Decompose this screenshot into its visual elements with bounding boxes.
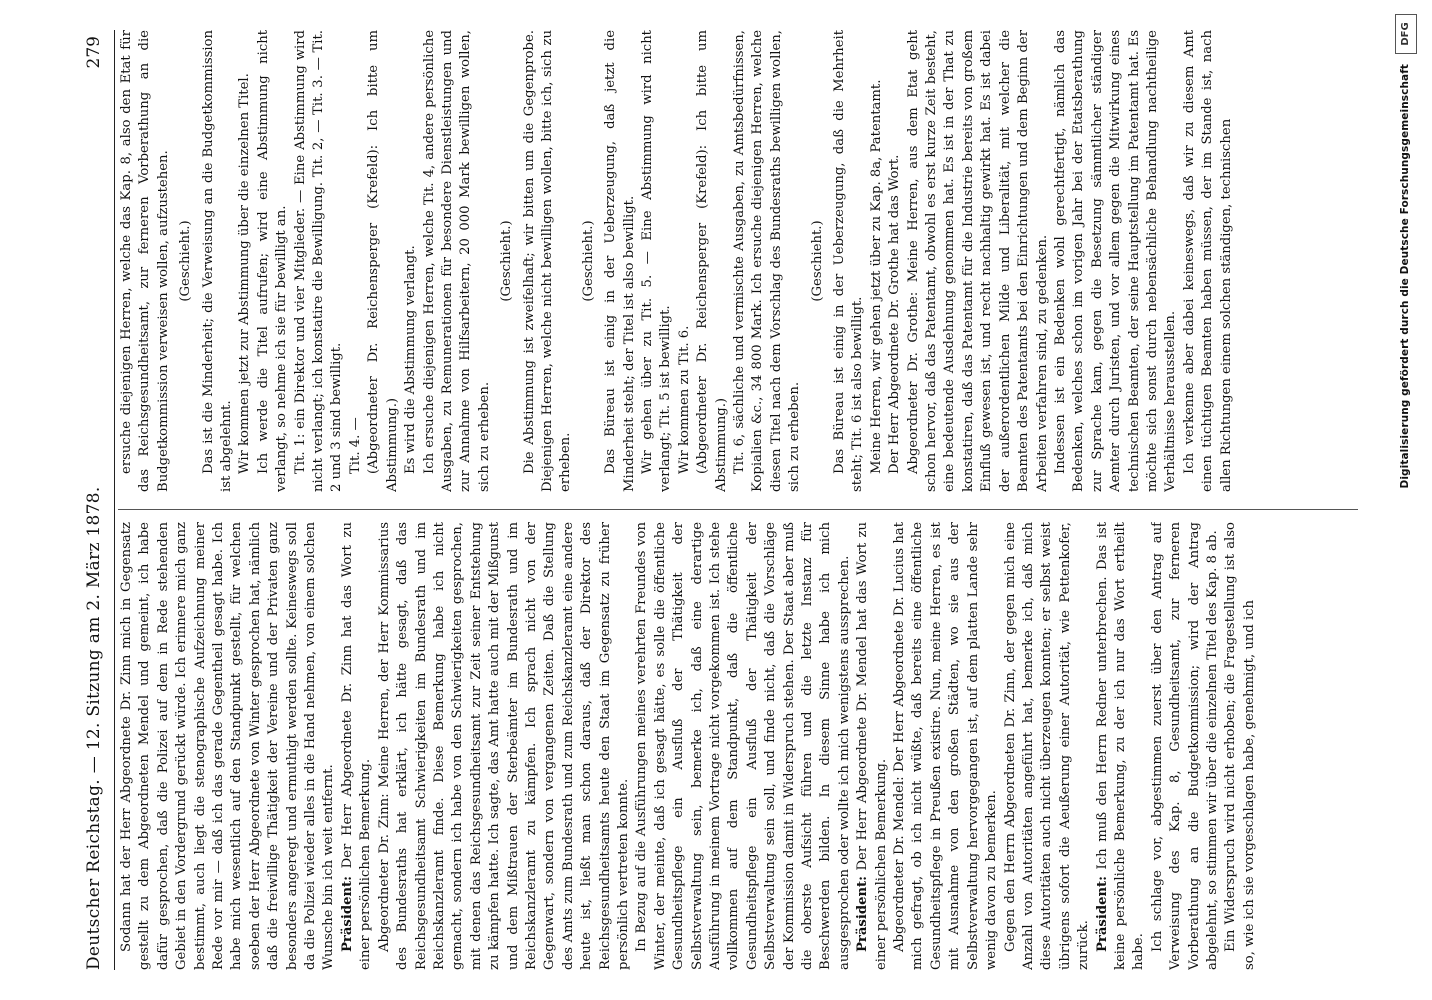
right-column: [118, 30, 1368, 492]
paragraph: Tit. 1: ein Direktor und vier Mitglieder. — Eine Abstimmung wird nicht verlangt; ich konstatire die Bewilligung. Tit. 2, — Tit. 3. — Tit. 2 und 3 sind bewilligt.: [292, 30, 345, 492]
paragraph: Sodann hat der Herr Abgeordnete Dr. Zinn mich in Gegensatz gestellt zu dem Abgeordneten Mendel und gemeint, ich habe dafür gesprochen, daß die Polizei auf dem in Rede stehenden Gebiet in den Vordergrund gerückt würde. Ich erinnere mich ganz bestimmt, auch liegt die stenographische Aufzeichnung meiner Rede vor mir — daß ich das gerade Gegentheil gesagt habe. Ich habe mich wesentlich auf den Standpunkt gestellt, für welchen soeben der Herr Abgeordnete von Winter gesprochen hat, nämlich daß die freiwillige Thätigkeit der Vereine und der Privaten ganz besonders angeregt und ermuthigt werden sollte. Keineswegs soll da die Polizei wieder alles in die Hand nehmen, von einem solchen Wunsche bin ich weit entfernt.: [119, 522, 337, 970]
page-footer: [1395, 0, 1421, 1000]
column-divider: [118, 509, 1358, 510]
running-head: Deutscher Reichstag. — 12. Sitzung am 2. März 1878.: [84, 486, 104, 970]
paragraph: Ich werde die Titel aufrufen; wird eine Abstimmung nicht verlangt, so nehme ich sie für bewilligt an.: [255, 30, 290, 492]
header-rule: [114, 30, 115, 970]
page-number: 279: [84, 36, 104, 69]
digitization-note: Digitalisierung gefördert durch die Deutsche Forschungsgemeinschaft: [1399, 64, 1411, 489]
paragraph: Abgeordneter Dr. Mendel: Der Herr Abgeordnete Dr. Lucius hat mich gefragt, ob ich nicht wüßte, daß bereits eine öffentliche Gesundheitspflege in Preußen existire. Nun, meine Herren, es ist mit Ausnahme von den großen Städten, wo sie aus der Selbstverwaltung hervorgegangen ist, auf dem platten Lande sehr wenig davon zu bemerken.: [892, 522, 1000, 970]
paragraph: Abgeordneter Dr. Zinn: Meine Herren, der Herr Kommissarius des Bundesraths hat erklärt, ich hätte gesagt, daß das Reichsgesundheitsamt Schwierigkeiten im Bundesrath und im Reichskanzleramt finde. Diese Bemerkung habe ich nicht gemacht, sondern ich habe von den Schwierigkeiten gesprochen, mit denen das Reichsgesundheitsamt zur Zeit seiner Entstehung zu kämpfen hatte. Ich sagte, das Amt hatte auch mit der Mißgunst und dem Mißtrauen der Sterbeämter im Bundesrath und im Reichskanzleramt zu kämpfen. Ich sprach nicht von der Gegenwart, sondern von vergangenen Zeiten. Daß die Stellung des Amts zum Bundesrath und zum Reichskanzleramt eine andere heute ist, ließt man schon daraus, daß der Direktor des Reichsgesundheitsamts heute den Staat im Gegensatz zu früher persönlich vertreten konnte.: [376, 522, 631, 970]
paragraph-text: Ich muß den Herrn Redner unterbrechen. Das ist keine persönliche Bemerkung, zu der ich nur das Wort ertheilt habe.: [1094, 522, 1147, 970]
paragraph: Wir kommen zu Tit. 6.: [676, 325, 692, 474]
paragraph: Tit. 4. —: [347, 417, 363, 474]
paragraph: [1094, 522, 1149, 970]
paragraph: Indessen ist ein Bedenken wohl gerechtfertigt, nämlich das Bedenken, welches schon im vorigen Jahr bei der Etatsberathung zur Sprache kam, gegen die Besetzung sämmtlicher ständiger Aemter durch Juristen, und vor allem gegen die Mitwirkung eines technischen Beamten, der seine Hauptstellung im Patentamt hat. Es möchte sich sonst durch nebensächliche Behandlung nachtheilige Verhältnisse herausstellen.: [1052, 30, 1179, 492]
stage-direction: (Geschieht.): [178, 220, 194, 302]
paragraph: Wir gehen über zu Tit. 5. — Eine Abstimmung wird nicht verlangt; Tit. 5 ist bewilligt.: [639, 30, 674, 492]
paragraph: Der Herr Abgeordnete Dr. Grothe hat das Wort.: [887, 154, 903, 474]
paragraph-text: Der Herr Abgeordnete Dr. Mendel hat das Wort zu einer persönlichen Bemerkung.: [855, 522, 889, 970]
left-column: [118, 522, 1368, 970]
paragraph: Tit. 6, sächliche und vermischte Ausgaben, zu Amtsbedürfnissen, Kopialien &c., 34 800 Mark. Ich ersuche diejenigen Herren, welche diesen Titel nach dem Vorschlag des Bundesraths bewilligen wollen, sich zu erheben.: [732, 30, 803, 492]
paragraph: Die Abstimmung ist zweifelhaft; wir bitten um die Gegenprobe. Diejenigen Herren, welche nicht bewilligen wollen, bitte ich, sich zu erheben.: [521, 30, 574, 492]
paragraph: (Abgeordneter Dr. Reichensperger (Krefeld): Ich bitte um Abstimmung.): [695, 30, 729, 492]
paragraph: Abgeordneter Dr. Grothe: Meine Herren, aus dem Etat geht schon hervor, daß das Patentamt, obwohl es erst kurze Zeit besteht, eine bedeutende Ausdehnung genommen hat. Es ist in der That zu konstatiren, daß das Patentamt für die Industrie bereits von großem Einfluß gewesen ist, und recht nachhaltig gewirkt hat. Es ist dabei der außerordentlichen Milde und Liberalität, mit welcher die Beamten des Patentamts bei den Einrichtungen und dem Beginn der Arbeiten verfahren sind, zu gedenken.: [905, 30, 1050, 492]
paragraph: Meine Herren, wir gehen jetzt über zu Kap. 8a, Patentamt.: [868, 79, 884, 474]
paragraph: (Abgeordneter Dr. Reichensperger (Krefeld): Ich bitte um Abstimmung.): [366, 30, 400, 492]
paragraph: Das Büreau ist einig in der Ueberzeugung, daß die Mehrheit steht; Tit. 6 ist also bewilligt.: [832, 30, 866, 492]
stage-direction: (Geschieht.): [499, 220, 515, 302]
page-header: [84, 20, 114, 980]
paragraph: ersuche diejenigen Herren, welche das Kap. 8, also den Etat für das Reichsgesundheitsamt, zur ferneren Vorberathung an die Budgetkommission verweisen wollen, aufzustehen.: [119, 30, 171, 492]
paragraph: In Bezug auf die Ausführungen meines verehrten Freundes von Winter, der meinte, daß ich gesagt hätte, es solle die öffentliche Gesundheitspflege ein Ausfluß der Thätigkeit der Selbstverwaltung sein, bemerke ich, daß eine derartige Ausführung in meinem Vortrage nicht vorgekommen ist. Ich stehe vollkommen auf dem Standpunkt, daß die öffentliche Gesundheitspflege ein Ausfluß der Thätigkeit der Selbstverwaltung sein soll, und finde nicht, daß die Vorschläge der Kommission damit in Widerspruch stehen. Der Staat aber muß die oberste Aufsicht führen und die letzte Instanz für Beschwerden bilden. In diesem Sinne habe ich mich ausgesprochen oder wollte ich mich wenigstens aussprechen.: [634, 522, 852, 970]
speaker-label: Präsident:: [855, 875, 871, 952]
paragraph: Es wird die Abstimmung verlangt.: [403, 245, 419, 474]
dfg-logo: DFG: [1395, 14, 1417, 54]
speaker-label: Präsident:: [1094, 875, 1110, 952]
paragraph: Ich schlage vor, abgestimmen zuerst über den Antrag auf Verweisung des Kap. 8, Gesundheitsamt, zur ferneren Vorberathung an die Budgetkommission; wird der Antrag abgelehnt, so stimmen wir über die einzelnen Titel des Kap. 8 ab.: [1149, 522, 1220, 970]
paragraph: Ich ersuche diejenigen Herren, welche Tit. 4, andere persönliche Ausgaben, zu Remunerationen für besondere Dienstleistungen und zur Annahme von Hilfsarbeitern, 20 000 Mark bewilligen wollen, sich zu erheben.: [421, 30, 492, 492]
paragraph: Wir kommen jetzt zur Abstimmung über die einzelnen Titel.: [237, 73, 253, 474]
paragraph: [339, 522, 376, 970]
paragraph: Ein Widerspruch wird nicht erhoben; die Fragestellung ist also so, wie ich sie vorgeschlagen habe, genehmigt, und ich: [1223, 522, 1257, 970]
stage-direction: (Geschieht.): [809, 220, 825, 302]
paragraph: [854, 522, 891, 970]
stage-direction: (Geschieht.): [580, 220, 596, 302]
speaker-label: Präsident:: [339, 875, 355, 952]
paragraph: Das Büreau ist einig in der Ueberzeugung, daß jetzt die Minderheit steht; der Titel ist also bewilligt.: [603, 30, 637, 492]
paragraph: Das ist die Minderheit; die Verweisung an die Budgetkommission ist abgelehnt.: [200, 30, 235, 492]
paragraph: Ich verkenne aber dabei keineswegs, daß wir zu diesem Amt einen tüchtigen Beamten haben müssen, der im Stande ist, nach allen Richtungen einem solchen ständigen, technischen: [1181, 30, 1234, 492]
paragraph-text: Der Herr Abgeordnete Dr. Zinn hat das Wort zu einer persönlichen Bemerkung.: [339, 522, 374, 970]
paragraph: Gegen den Herrn Abgeordneten Dr. Zinn, der gegen mich eine Anzahl von Autoritäten angeführt hat, bemerke ich, daß mich diese Autoritäten auch nicht überzeugen konnten; er selbst weist übrigens sofort die Aeußerung einer Autorität, wie Pettenkofer, zurück.: [1002, 522, 1092, 970]
